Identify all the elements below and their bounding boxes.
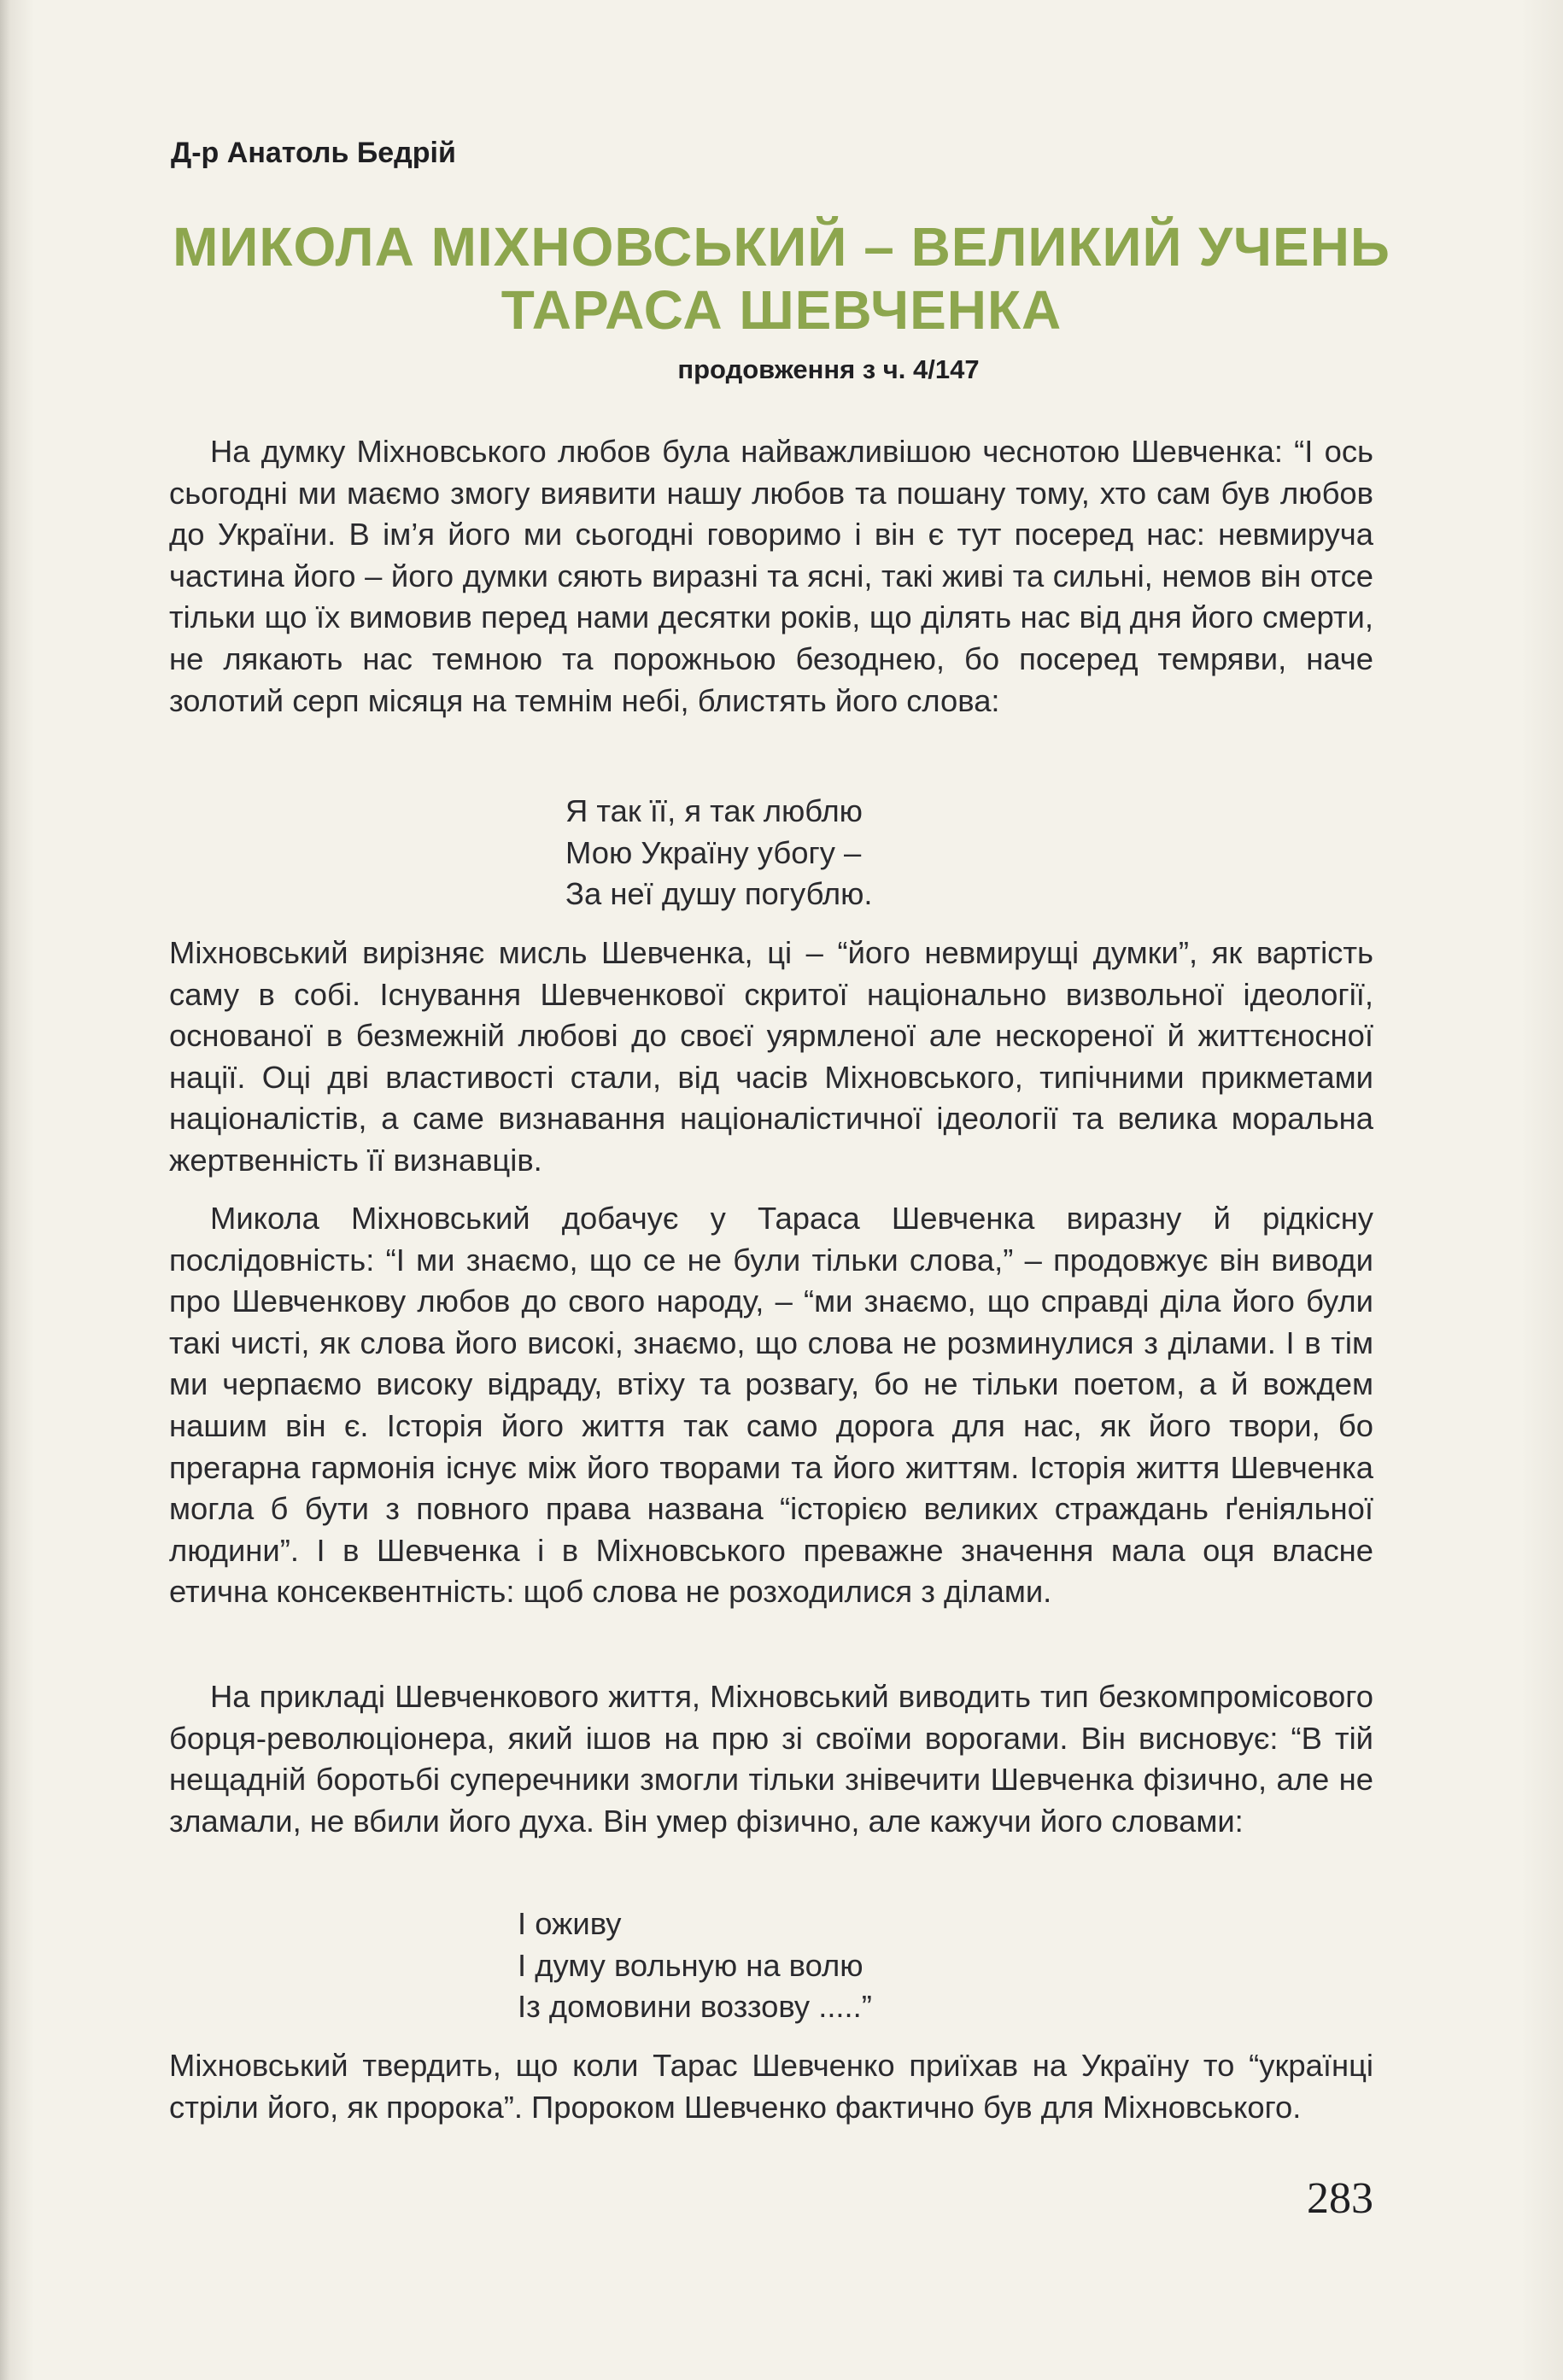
continuation-note: продовження з ч. 4/147 <box>677 354 980 384</box>
paragraph-3 <box>169 1198 1373 1613</box>
poem-2-line: Із домовини воззову .....” <box>518 1989 872 2025</box>
poem-1-line: Я так її, я так люблю <box>565 793 863 828</box>
paragraph-2-text: Міхновський вирізняє мисль Шевченка, ці – “його невмирущі думки”, як вартість саму в собі. Існування Шевченкової скритої національно визвольної ідеології, основаної в безмежній любові до своєї уярмленої але нескореної й життєносної нації. Оці дві властивості стали, від часів Міхновського, типічними прикметами націоналістів, а саме визнавання націоналістичної ідеології та велика моральна жертвенність її визнавців. <box>169 935 1373 1178</box>
paragraph-2 <box>169 933 1373 1182</box>
poem-2-line: І думу вольную на волю <box>518 1947 863 1983</box>
article-title-line-1: МИКОЛА МІХНОВСЬКИЙ – ВЕЛИКИЙ УЧЕНЬ <box>173 216 1390 278</box>
poem-1-line: Мою Україну убогу – <box>565 834 862 870</box>
poem-2-line: І оживу <box>518 1906 622 1941</box>
article-title-line-2: ТАРАСА ШЕВЧЕНКА <box>501 279 1062 341</box>
poem-1 <box>565 791 872 915</box>
paragraph-4-text: На прикладі Шевченкового життя, Міхновський виводить тип безкомпромісового борця-революціонера, який ішов на прю зі своїми ворогами. Він висновує: “В тій нещадній боротьбі суперечники змогли тільки знівечити Шевченка фізично, але не зламали, не вбили його духа. Він умер фізично, але кажучи його словами: <box>169 1679 1373 1839</box>
paragraph-3-text: Микола Міхновський добачує у Тараса Шевченка виразну й рідкісну послідовність: “І ми знаємо, що се не були тільки слова,” – продовжує він виводи про Шевченкову любов до свого народу, – “ми знаємо, що справді діла його були такі чисті, як слова його високі, знаємо, що слова не розминулися з ділами. І в тім ми черпаємо високу відраду, втіху та розвагу, бо не тільки поетом, а й вождем нашим він є. Історія його життя так само дорога для нас, як його твори, бо прегарна гармонія існує між його творами та його життям. Історія життя Шевченка могла б бути з повного права названа “історією великих страждань ґеніяльної людини”. І в Шевченка і в Міхновського преважне значення мала оця власне етична консеквентність: щоб слова не розходилися з ділами. <box>169 1201 1373 1610</box>
paragraph-4 <box>169 1676 1373 1842</box>
page-number: 283 <box>1307 2174 1373 2223</box>
paragraph-1-text: На думку Міхновського любов була найважливішою чеснотою Шевченка: “І ось сьогодні ми маємо змогу виявити нашу любов та пошану тому, хто сам був любов до України. В ім’я його ми сьогодні говоримо і він є тут посеред нас: невмируча частина його – його думки сяють виразні та ясні, такі живі та сильні, немов він отсе тільки що їх вимовив перед нами десятки років, що ділять нас від дня його смерти, не лякають нас темною та порожньою безоднею, бо посеред темряви, наче золотий серп місяця на темнім небі, блистять його слова: <box>169 434 1373 718</box>
paragraph-5 <box>169 2045 1373 2128</box>
paragraph-5-text: Міхновський твердить, що коли Тарас Шевченко приїхав на Україну то “українці стріли його, як пророка”. Пророком Шевченко фактично був для Міхновського. <box>169 2048 1373 2125</box>
poem-2 <box>518 1903 872 2028</box>
poem-1-line: За неї душу погублю. <box>565 876 873 912</box>
author-name: Д-р Анатоль Бедрій <box>171 137 456 169</box>
paragraph-1 <box>169 431 1373 722</box>
